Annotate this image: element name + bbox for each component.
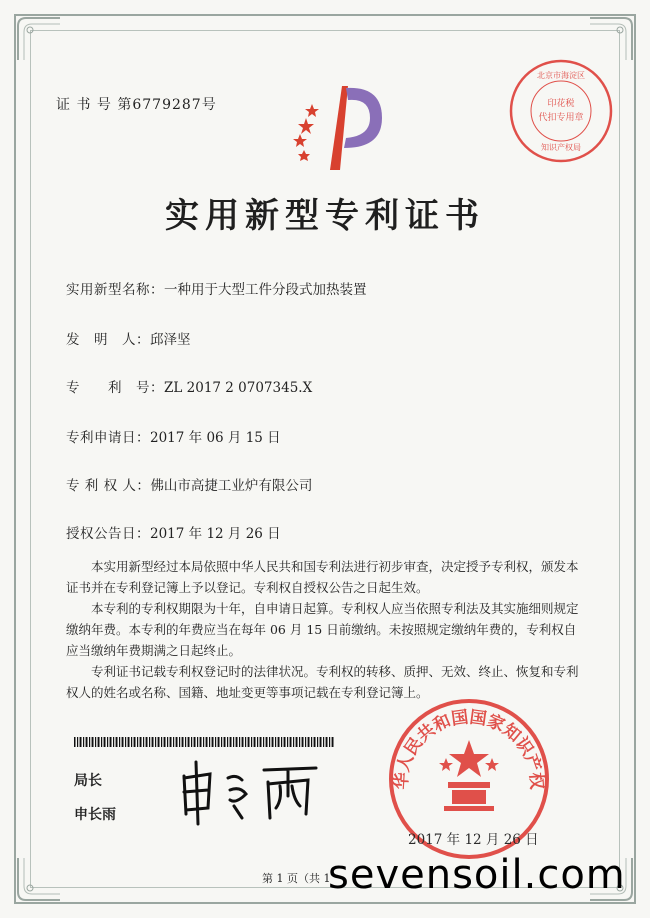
field-grant-date bbox=[66, 522, 281, 542]
field-value: 邱泽坚 bbox=[150, 332, 191, 348]
page-title: 实用新型专利证书 bbox=[165, 196, 485, 236]
seal-date: 2017 年 12 月 26 日 bbox=[408, 832, 539, 848]
field-patent-number bbox=[66, 376, 312, 396]
svg-text:中华人民共和国国家知识产权局 bbox=[386, 696, 547, 791]
field-label: 授权公告日： bbox=[66, 526, 150, 542]
certificate-number-label: 证 书 号 bbox=[56, 97, 112, 113]
agency-seal-text-0: 北京市海淀区 bbox=[537, 71, 585, 80]
field-value: 2017 年 06 月 15 日 bbox=[150, 430, 281, 446]
field-inventor bbox=[66, 328, 191, 348]
field-value: 一种用于大型工件分段式加热装置 bbox=[164, 282, 367, 298]
body-paragraph: 专利证书记载专利权登记时的法律状况。专利权的转移、质押、无效、终止、恢复和专利权人的姓名或名称、国籍、地址变更等事项记载在专利登记簿上。 bbox=[66, 664, 579, 700]
national-seal-text: 华人民共和国国家知识产权 bbox=[391, 707, 547, 791]
corner-ornament-icon bbox=[16, 16, 62, 62]
agency-seal-icon bbox=[506, 56, 616, 166]
body-paragraph: 本专利的专利权期限为十年，自申请日起算。专利权人应当依照专利法及其实施细则规定缴纳年费。本专利的年费应当在每年 06 月 15 日前缴纳。未按照规定缴纳年费的，专利权自应当缴纳年费期满之日起终止。 bbox=[66, 601, 579, 658]
body-paragraph: 本实用新型经过本局依照中华人民共和国专利法进行初步审查，决定授予专利权，颁发本证书并在专利登记簿上予以登记。专利权自授权公告之日起生效。 bbox=[66, 559, 579, 595]
field-label: 专利申请日： bbox=[66, 430, 150, 446]
watermark: sevensoil.com bbox=[328, 852, 626, 898]
agency-seal-text-2: 代扣专用章 bbox=[538, 113, 584, 123]
field-value: 佛山市高捷工业炉有限公司 bbox=[150, 478, 313, 494]
field-label: 实用新型名称： bbox=[66, 282, 164, 298]
field-application-date bbox=[66, 426, 281, 446]
page-number: 第 1 页（共 1 bbox=[262, 872, 331, 885]
field-label: 发 明 人： bbox=[66, 332, 150, 348]
director-name: 申长雨 bbox=[74, 807, 116, 823]
field-patentee bbox=[66, 474, 312, 494]
signature-icon bbox=[176, 756, 326, 826]
corner-ornament-icon bbox=[16, 856, 62, 902]
field-label: 专 利 权 人： bbox=[66, 478, 151, 494]
field-label: 专 利 号： bbox=[66, 380, 164, 396]
patent-office-logo-icon bbox=[282, 78, 402, 174]
certificate-number-value: 第6779287号 bbox=[117, 97, 217, 113]
field-value: 2017 年 12 月 26 日 bbox=[150, 526, 281, 542]
certificate-number bbox=[56, 94, 217, 114]
field-utility-model-name bbox=[66, 278, 367, 298]
agency-seal-text-3: 知识产权局 bbox=[541, 143, 581, 152]
certificate-body bbox=[66, 556, 582, 703]
field-value: ZL 2017 2 0707345.X bbox=[164, 380, 313, 396]
director-title: 局长 bbox=[74, 773, 102, 789]
agency-seal-text-1: 印花税 bbox=[547, 99, 575, 109]
barcode-icon bbox=[74, 732, 334, 742]
